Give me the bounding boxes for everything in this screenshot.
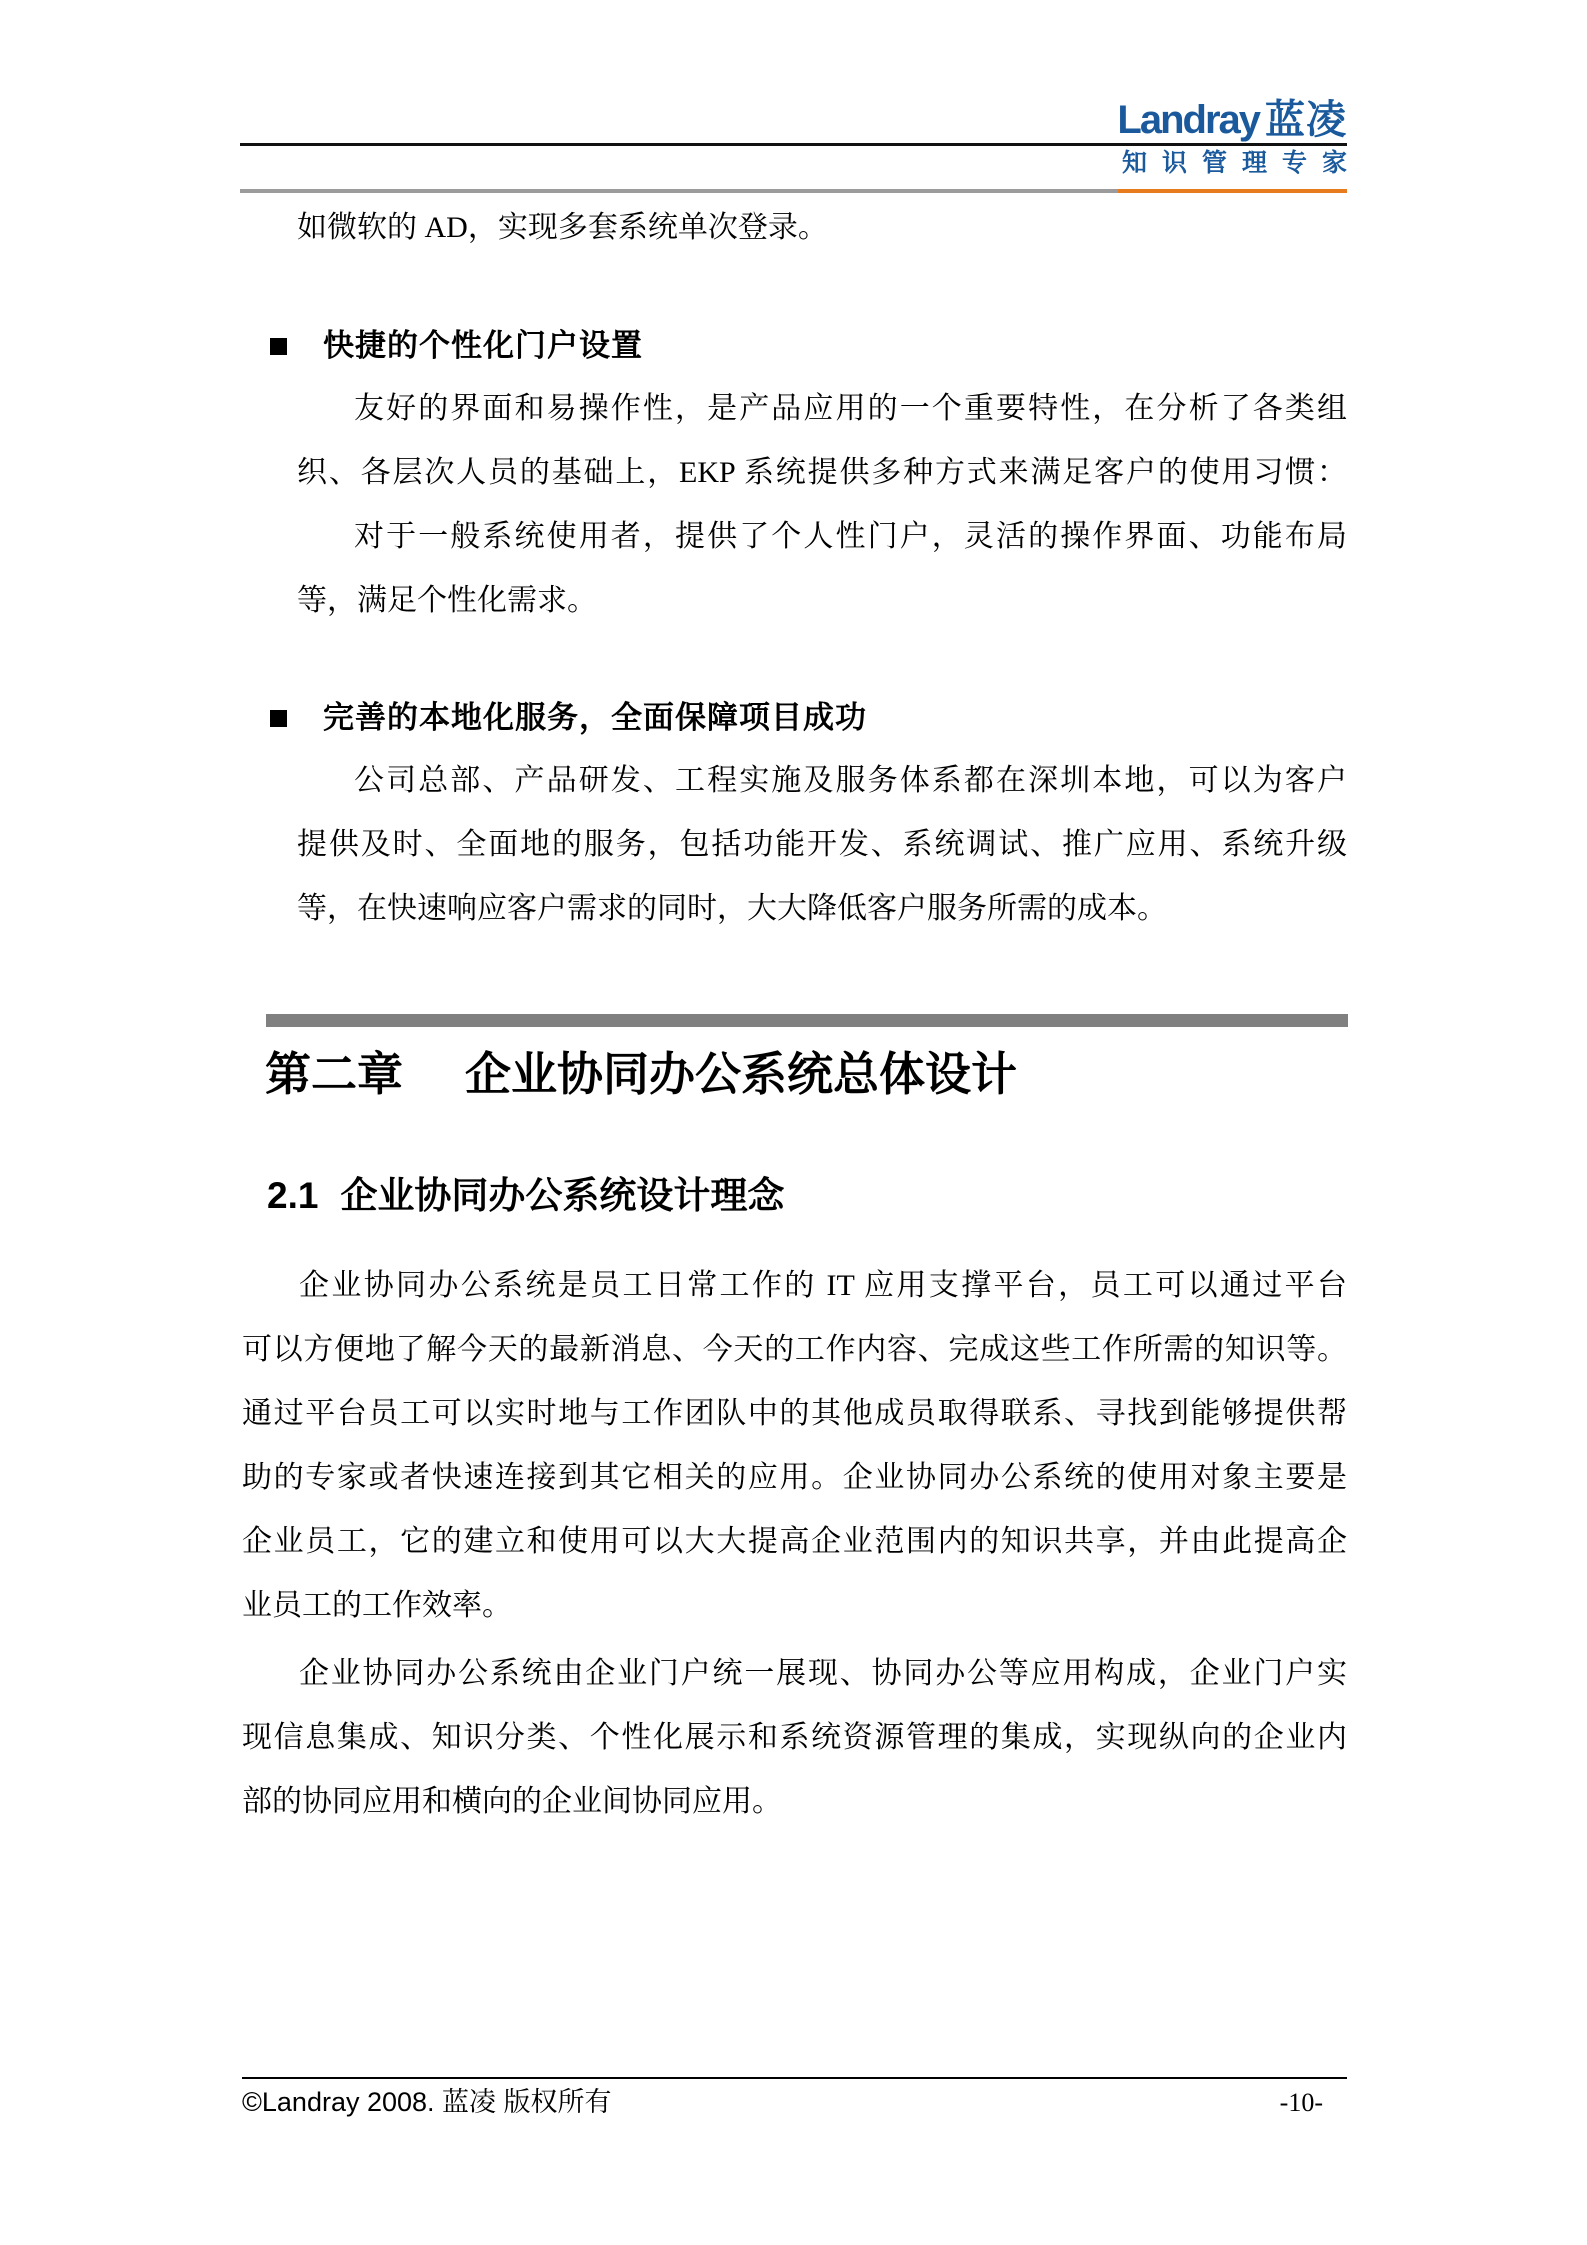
bullet-square-icon [270, 710, 287, 727]
body-line: 企业协同办公系统由企业门户统一展现、协同办公等应用构成，企业门户实 [299, 1657, 1347, 1690]
body-line: 等，在快速响应客户需求的同时，大大降低客户服务所需的成本。 [297, 892, 1167, 925]
section-heading [267, 1174, 784, 1218]
chapter-number: 第二章 [265, 1048, 403, 1100]
chapter-title: 企业协同办公系统总体设计 [465, 1048, 1017, 1100]
bullet-heading: 快捷的个性化门户设置 [323, 328, 643, 363]
logo-latin-text: Landray [1117, 98, 1259, 142]
chapter-heading [265, 1046, 1017, 1102]
body-line: 对于一般系统使用者，提供了个人性门户，灵活的操作界面、功能布局 [354, 520, 1347, 553]
footer-rule [242, 2077, 1347, 2079]
paragraph [297, 377, 1347, 633]
body-line: 企业员工，它的建立和使用可以大大提高企业范围内的知识共享，并由此提高企 [242, 1525, 1347, 1558]
body-line: 如微软的 AD，实现多套系统单次登录。 [297, 211, 828, 244]
chapter-divider-bar [266, 1014, 1348, 1027]
footer-copyright: ©Landray 2008. 蓝凌 版权所有 [242, 2087, 612, 2117]
logo-tagline: 知识管理专家 [1121, 149, 1362, 177]
bullet-square-icon [270, 338, 287, 355]
body-line: 部的协同应用和横向的企业间协同应用。 [242, 1785, 782, 1818]
header-subrule-orange [1118, 189, 1347, 193]
paragraph [242, 1254, 1347, 1638]
body-line: 现信息集成、知识分类、个性化展示和系统资源管理的集成，实现纵向的企业内 [242, 1721, 1347, 1754]
body-line: 企业协同办公系统是员工日常工作的 IT 应用支撑平台，员工可以通过平台 [299, 1269, 1347, 1302]
body-line: 公司总部、产品研发、工程实施及服务体系都在深圳本地，可以为客户 [354, 764, 1347, 797]
body-line: 通过平台员工可以实时地与工作团队中的其他成员取得联系、寻找到能够提供帮 [242, 1397, 1347, 1430]
body-line: 提供及时、全面地的服务，包括功能开发、系统调试、推广应用、系统升级 [297, 828, 1347, 861]
section-number: 2.1 [267, 1175, 319, 1216]
bullet-heading: 完善的本地化服务，全面保障项目成功 [323, 700, 867, 735]
logo-cjk-text: 蓝凌 [1265, 98, 1347, 142]
body-line: 可以方便地了解今天的最新消息、今天的工作内容、完成这些工作所需的知识等。 [242, 1333, 1347, 1366]
body-line: 业员工的工作效率。 [242, 1589, 512, 1622]
body-line: 助的专家或者快速连接到其它相关的应用。企业协同办公系统的使用对象主要是 [242, 1461, 1347, 1494]
body-line: 友好的界面和易操作性，是产品应用的一个重要特性，在分析了各类组 [354, 392, 1347, 425]
footer-page-number: -10- [1279, 2088, 1323, 2117]
paragraph [297, 749, 1347, 941]
body-line: 织、各层次人员的基础上，EKP 系统提供多种方式来满足客户的使用习惯： [297, 456, 1347, 489]
header-rule [240, 143, 1347, 146]
header-subrule-gray [240, 189, 1118, 193]
paragraph [297, 196, 1347, 260]
section-title: 企业协同办公系统设计理念 [340, 1175, 785, 1216]
paragraph [242, 1642, 1347, 1834]
body-line: 等，满足个性化需求。 [297, 584, 597, 617]
